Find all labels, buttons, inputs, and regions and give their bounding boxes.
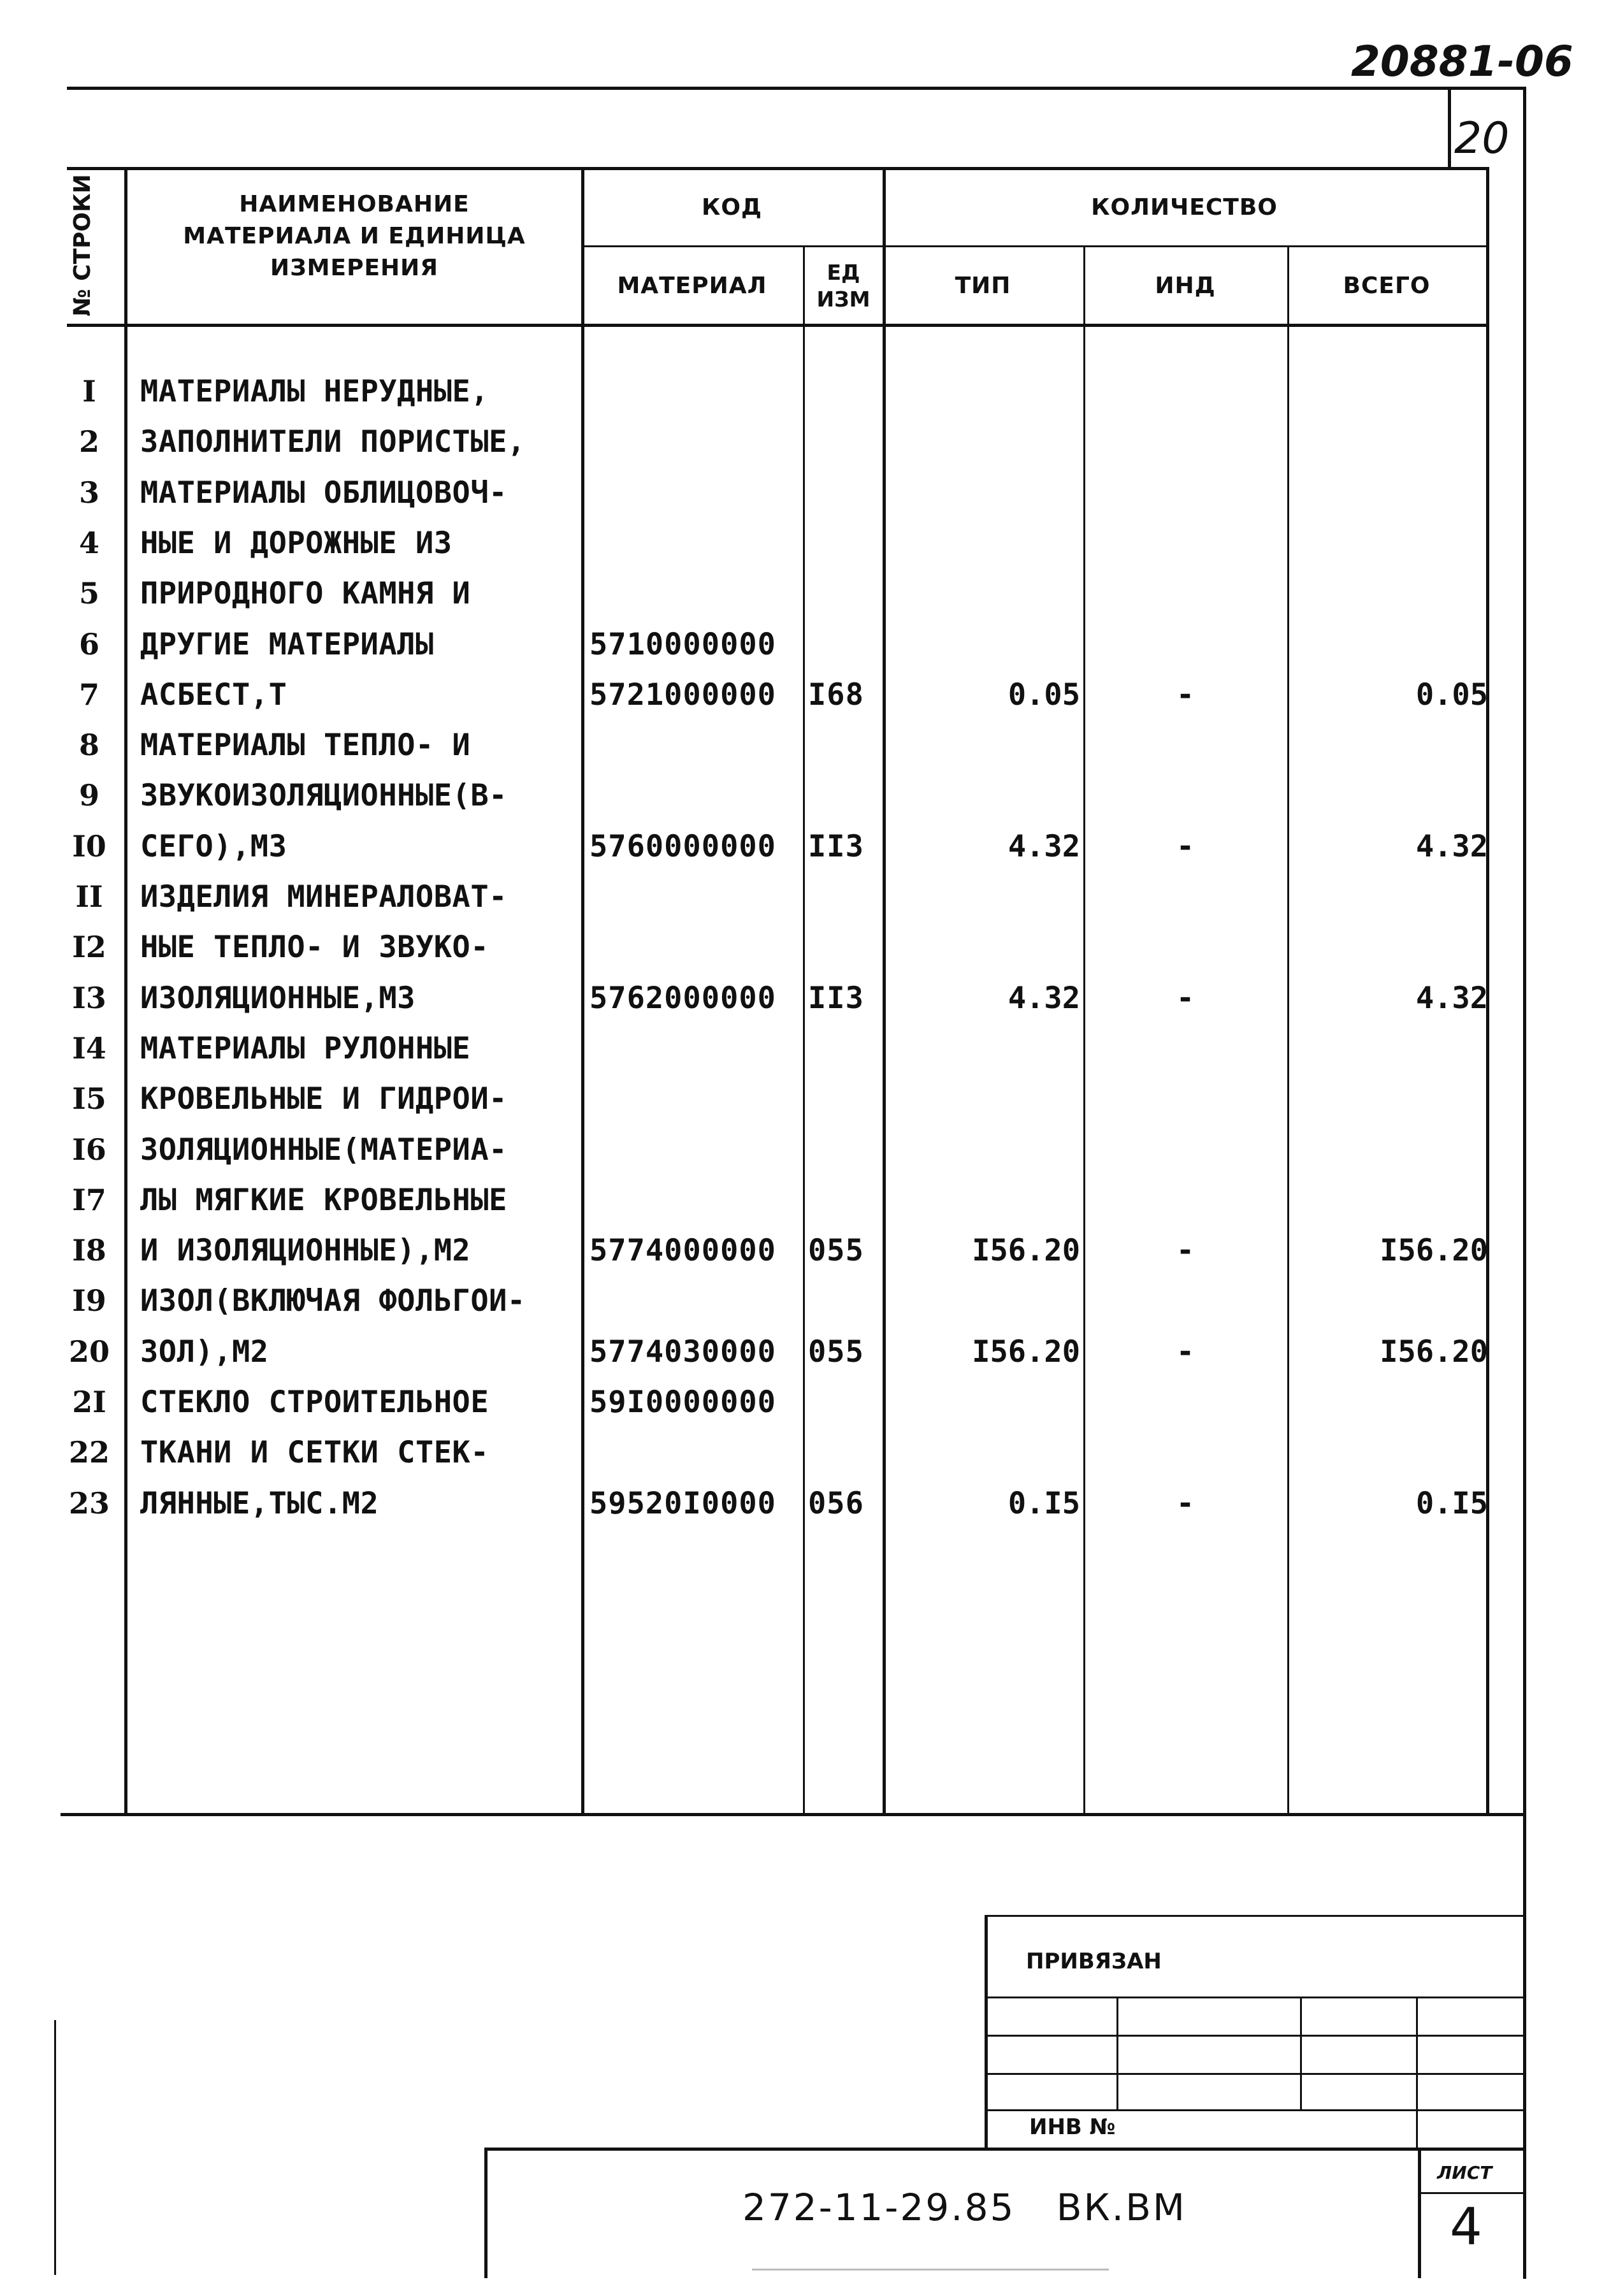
row-material-code [589,922,800,972]
row-number: I5 [72,1081,106,1116]
row-total-qty: 4.32 [1415,829,1488,864]
row-number: I2 [72,930,106,964]
table-row [0,417,1618,467]
row-total-qty [1294,1125,1488,1175]
row-type-qty [892,1175,1080,1225]
table-row [0,1125,1618,1175]
row-ind-qty [1090,468,1281,518]
row-material-code [589,1175,800,1225]
stamp-line-4 [985,2109,1526,2111]
table-row [0,1225,1618,1276]
row-number: 7 [78,677,99,712]
row-number: I3 [72,981,106,1015]
row-name: КРОВЕЛЬНЫЕ И ГИДРОИ- [140,1081,507,1116]
header-name-line-1: НАИМЕНОВАНИЕ [239,191,470,217]
row-material-code: 59I0000000 [589,1385,776,1420]
row-total-qty [1294,1377,1488,1427]
row-type-qty [892,417,1080,467]
table-row [0,922,1618,972]
row-name: ИЗДЕЛИЯ МИНЕРАЛОВАТ- [140,879,507,914]
row-ind-qty: - [1176,1334,1195,1369]
row-number: I4 [72,1031,106,1065]
table-row [0,568,1618,619]
row-material-code [589,1125,800,1175]
row-number: I9 [72,1283,106,1318]
row-unit-code: II3 [808,981,864,1016]
row-material-code [589,518,800,568]
row-number: 4 [78,526,99,560]
row-number: 3 [78,475,99,510]
row-name: ЗОЛ),М2 [140,1334,269,1369]
table-row [0,518,1618,568]
row-unit-code: 056 [808,1486,864,1521]
header-quantity: КОЛИЧЕСТВО [1091,194,1278,220]
left-margin-mark [54,2020,56,2275]
row-name: АСБЕСТ,Т [140,677,287,712]
row-type-qty: I56.20 [972,1233,1080,1268]
row-unit-code [808,417,885,467]
row-type-qty [892,1023,1080,1074]
row-name: СЕГО),М3 [140,829,287,864]
row-type-qty: 0.I5 [1008,1486,1080,1521]
table-row [0,1478,1618,1529]
header-unit-line-2: ИЗМ [816,287,870,312]
row-total-qty [1294,518,1488,568]
row-material-code [589,770,800,821]
page-number: 20 [1454,113,1510,164]
stamp-line-1 [985,1996,1526,1998]
row-type-qty [892,922,1080,972]
header-ind: ИНД [1155,273,1216,299]
row-total-qty: 0.05 [1415,677,1488,712]
row-type-qty: I56.20 [972,1334,1080,1369]
stamp-col-1 [1116,1996,1118,2109]
row-unit-code [808,1427,885,1478]
row-name: ИЗОЛЯЦИОННЫЕ,М3 [140,981,415,1016]
row-unit-code [808,1023,885,1074]
row-unit-code: 055 [808,1233,864,1268]
row-type-qty: 0.05 [1008,677,1080,712]
title-block-top-line [484,2148,1526,2151]
row-number: 6 [78,627,99,661]
row-total-qty: 4.32 [1415,981,1488,1016]
row-total-qty [1294,922,1488,972]
row-material-code [589,720,800,770]
row-material-code [589,366,800,417]
header-bottom-line [67,324,1488,327]
row-material-code: 5760000000 [589,829,776,864]
row-material-code [589,1276,800,1326]
row-unit-code: 055 [808,1334,864,1369]
row-total-qty: 0.I5 [1415,1486,1488,1521]
row-unit-code [808,872,885,922]
row-material-code: 5710000000 [589,627,776,662]
row-ind-qty: - [1176,981,1195,1016]
row-material-code [589,417,800,467]
row-ind-qty [1090,1125,1281,1175]
row-unit-code [808,468,885,518]
row-number: 20 [68,1334,110,1369]
row-ind-qty [1090,720,1281,770]
row-ind-qty [1090,922,1281,972]
stamp-attached-label: ПРИВЯЗАН [1026,1949,1162,1974]
header-name-line-3: ИЗМЕРЕНИЯ [270,255,439,281]
table-row [0,821,1618,872]
row-ind-qty: - [1176,829,1195,864]
row-name: ЛЫ МЯГКИЕ КРОВЕЛЬНЫЕ [140,1183,507,1218]
row-name: МАТЕРИАЛЫ НЕРУДНЫЕ, [140,374,489,409]
header-name-line-2: МАТЕРИАЛА И ЕДИНИЦА [183,223,526,249]
row-total-qty: I56.20 [1380,1233,1488,1268]
row-ind-qty: - [1176,677,1195,712]
row-material-code [589,1023,800,1074]
row-material-code: 5774000000 [589,1233,776,1268]
row-number: 23 [68,1486,110,1520]
row-total-qty [1294,468,1488,518]
table-row [0,720,1618,770]
sheet-label: ЛИСТ [1437,2162,1492,2183]
row-ind-qty [1090,1074,1281,1124]
row-total-qty [1294,770,1488,821]
table-bottom-line [61,1813,1526,1816]
drawing-code: 272-11-29.85 ВК.ВМ [742,2186,1187,2229]
row-type-qty: 4.32 [1008,829,1080,864]
row-type-qty [892,1125,1080,1175]
row-ind-qty [1090,417,1281,467]
row-total-qty [1294,1175,1488,1225]
row-material-code: 59520I0000 [589,1486,776,1521]
row-type-qty [892,1427,1080,1478]
row-name: НЫЕ ТЕПЛО- И ЗВУКО- [140,930,489,965]
row-total-qty [1294,568,1488,619]
table-row [0,872,1618,922]
row-name: НЫЕ И ДОРОЖНЫЕ ИЗ [140,526,452,561]
table-row [0,973,1618,1023]
row-number: I [82,374,96,408]
row-unit-code [808,922,885,972]
stamp-line-3 [985,2073,1526,2075]
header-type: ТИП [955,273,1011,299]
row-number: II [75,879,103,914]
row-number: 9 [78,778,99,812]
row-ind-qty [1090,1427,1281,1478]
header-material: МАТЕРИАЛ [617,273,767,299]
row-number: I6 [72,1132,106,1167]
sheet-number: 4 [1450,2197,1482,2256]
row-unit-code [808,1377,885,1427]
stamp-left-line [985,1915,988,2149]
row-total-qty [1294,872,1488,922]
header-total: ВСЕГО [1343,273,1431,299]
stamp-top-line [985,1915,1526,1917]
row-name: ЗВУКОИЗОЛЯЦИОННЫЕ(В- [140,778,507,813]
row-type-qty [892,872,1080,922]
row-total-qty [1294,1427,1488,1478]
row-name: МАТЕРИАЛЫ ТЕПЛО- И [140,728,471,763]
row-total-qty [1294,1074,1488,1124]
row-type-qty [892,770,1080,821]
row-unit-code [808,1125,885,1175]
row-ind-qty [1090,872,1281,922]
header-code: КОД [701,194,763,220]
table-row [0,1074,1618,1124]
row-unit-code [808,1175,885,1225]
row-ind-qty [1090,619,1281,670]
row-material-code: 5774030000 [589,1334,776,1369]
row-type-qty [892,366,1080,417]
row-number: I0 [72,829,106,863]
row-name: ЗОЛЯЦИОННЫЕ(МАТЕРИА- [140,1132,507,1167]
row-material-code: 5762000000 [589,981,776,1016]
row-name: ДРУГИЕ МАТЕРИАЛЫ [140,627,434,662]
table-row [0,1023,1618,1074]
row-ind-qty [1090,518,1281,568]
row-total-qty [1294,366,1488,417]
row-number: 5 [78,576,99,610]
table-row [0,468,1618,518]
row-unit-code: I68 [808,677,864,712]
row-ind-qty [1090,366,1281,417]
header-mid-line [581,245,1488,247]
row-ind-qty [1090,1377,1281,1427]
row-total-qty: I56.20 [1380,1334,1488,1369]
document-number: 20881-06 [1351,37,1573,86]
title-block-left-line [484,2148,488,2278]
stamp-line-2 [985,2035,1526,2037]
row-number: 2I [72,1385,106,1419]
row-ind-qty: - [1176,1233,1195,1268]
row-type-qty [892,518,1080,568]
row-ind-qty [1090,1023,1281,1074]
stamp-col-2 [1300,1996,1302,2109]
row-total-qty [1294,1023,1488,1074]
table-row [0,670,1618,720]
row-total-qty [1294,619,1488,670]
row-type-qty [892,1074,1080,1124]
row-name: И ИЗОЛЯЦИОННЫЕ),М2 [140,1233,471,1268]
header-row-no: № СТРОКИ [69,174,96,317]
row-name: СТЕКЛО СТРОИТЕЛЬНОЕ [140,1385,489,1420]
table-row [0,1327,1618,1377]
row-type-qty [892,1276,1080,1326]
row-ind-qty [1090,1276,1281,1326]
top-frame-line [67,87,1526,90]
row-name: ЛЯННЫЕ,ТЫС.М2 [140,1486,379,1521]
row-unit-code [808,1276,885,1326]
stamp-inv-label: ИНВ № [1029,2114,1116,2140]
row-type-qty [892,468,1080,518]
row-type-qty [892,568,1080,619]
header-unit-line-1: ЕД [827,260,860,285]
row-total-qty [1294,417,1488,467]
row-number: I7 [72,1183,106,1217]
row-unit-code [808,518,885,568]
row-name: МАТЕРИАЛЫ ОБЛИЦОВОЧ- [140,475,507,510]
row-unit-code [808,720,885,770]
row-ind-qty [1090,770,1281,821]
row-ind-qty [1090,568,1281,619]
row-name: ТКАНИ И СЕТКИ СТЕК- [140,1435,489,1470]
page-box-left-line [1448,89,1451,167]
row-number: 8 [78,728,99,762]
row-type-qty [892,1377,1080,1427]
row-material-code: 5721000000 [589,677,776,712]
row-unit-code: II3 [808,829,864,864]
row-name: ЗАПОЛНИТЕЛИ ПОРИСТЫЕ, [140,424,526,459]
row-type-qty [892,619,1080,670]
row-ind-qty [1090,1175,1281,1225]
row-material-code [589,1427,800,1478]
row-name: ИЗОЛ(ВКЛЮЧАЯ ФОЛЬГОИ- [140,1283,526,1318]
row-name: МАТЕРИАЛЫ РУЛОННЫЕ [140,1031,471,1066]
table-row [0,619,1618,670]
row-name: ПРИРОДНОГО КАМНЯ И [140,576,471,611]
table-top-line [67,167,1488,170]
row-unit-code [808,1074,885,1124]
sheet-box-mid-line [1418,2192,1526,2194]
table-row [0,366,1618,417]
row-number: 2 [78,424,99,459]
table-row [0,1276,1618,1326]
row-material-code [589,568,800,619]
row-material-code [589,1074,800,1124]
table-row [0,1377,1618,1427]
sheet-box-left-line [1418,2148,1421,2278]
table-row [0,770,1618,821]
table-row [0,1427,1618,1478]
row-type-qty [892,720,1080,770]
row-unit-code [808,366,885,417]
table-row [0,1175,1618,1225]
bottom-faint-line [752,2269,1109,2271]
row-number: 22 [68,1435,110,1469]
row-material-code [589,872,800,922]
row-unit-code [808,770,885,821]
row-number: I8 [72,1233,106,1267]
row-type-qty: 4.32 [1008,981,1080,1016]
row-total-qty [1294,720,1488,770]
row-ind-qty: - [1176,1486,1195,1521]
row-total-qty [1294,1276,1488,1326]
stamp-col-3 [1416,1996,1418,2149]
row-material-code [589,468,800,518]
row-unit-code [808,568,885,619]
row-unit-code [808,619,885,670]
